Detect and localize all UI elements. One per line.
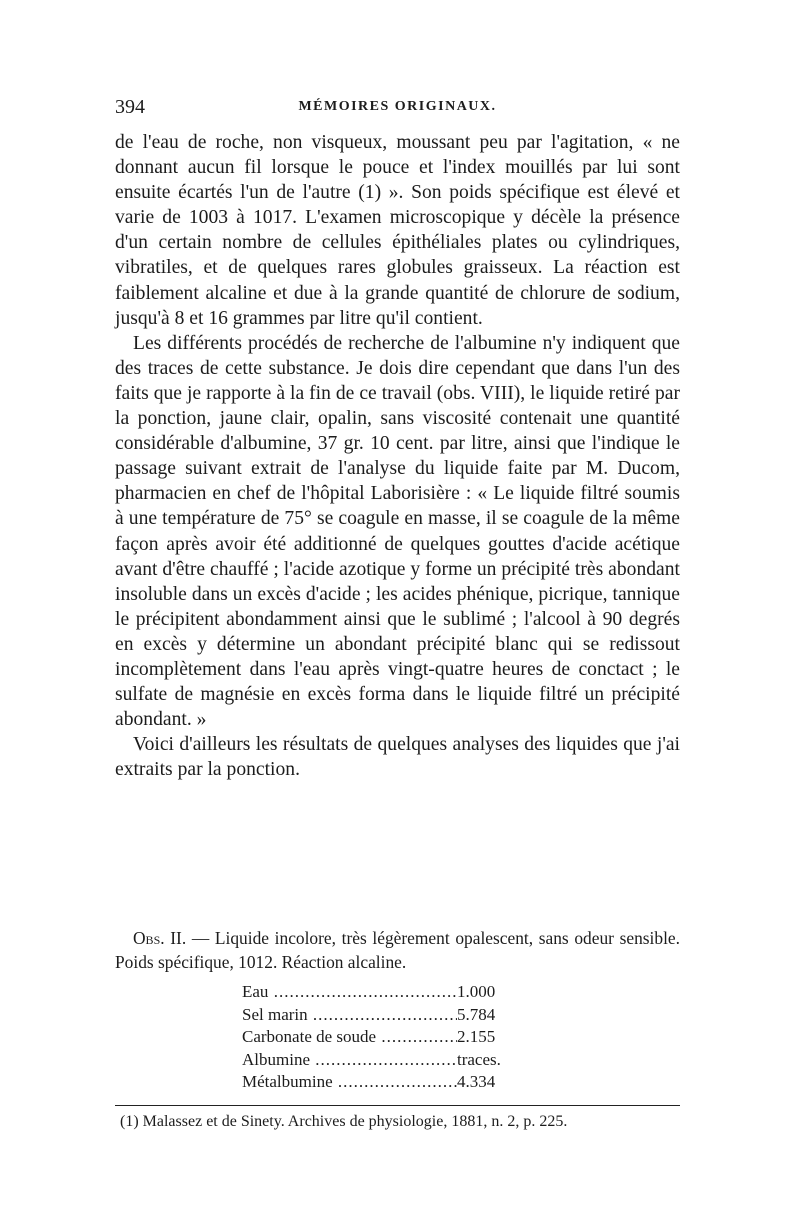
analysis-row xyxy=(242,1026,542,1049)
page-header xyxy=(115,96,680,120)
observation-label: Obs. II. — xyxy=(133,928,210,948)
running-title: MÉMOIRES ORIGINAUX. xyxy=(298,99,497,114)
analysis-row xyxy=(242,1004,542,1027)
observation-paragraph xyxy=(115,927,680,974)
analysis-value: 5.784 xyxy=(457,1004,496,1024)
footnote: (1) Malassez et de Sinety. Archives de physiologie, 1881, n. 2, p. 225. xyxy=(120,1113,568,1130)
analysis-row xyxy=(242,981,542,1004)
analysis-name: Eau ..... xyxy=(242,981,457,1004)
observation-block xyxy=(115,927,680,974)
observation-text: Liquide incolore, très légèrement opalescent, sans odeur sensible. Poids spécifique, 1012. Réaction alcaline. xyxy=(115,928,680,972)
paragraph-3: Voici d'ailleurs les résultats de quelques analyses des liquides que j'ai extraits par la ponction. xyxy=(115,734,680,781)
paragraph-1: de l'eau de roche, non visqueux, moussant peu par l'agitation, « ne donnant aucun fil lorsque le pouce et l'index mouillés par lui sont ensuite écartés l'un de l'autre (1) ». Son poids spécifique est élevé et varie de 1003 à 1017. L'examen microscopique y décèle la présence d'un certain nombre de cellules épithéliales plates ou cylindriques, vibratiles, et de quelques rares globules graisseux. La réaction est faiblement alcaline et due à la grande quantité de chlorure de sodium, jusqu'à 8 et 16 grammes par litre qu'il contient. xyxy=(115,132,680,329)
body-text xyxy=(115,130,680,782)
page-number: 394 xyxy=(115,96,145,118)
analysis-row xyxy=(242,1071,542,1094)
analysis-value: traces. xyxy=(457,1049,501,1069)
analysis-name: Albumine ..... xyxy=(242,1049,457,1072)
analysis-row xyxy=(242,1049,542,1072)
analysis-table xyxy=(242,981,542,1094)
analysis-value: 1.000 xyxy=(457,982,496,1001)
footnote-rule xyxy=(115,1105,680,1106)
analysis-name: Métalbumine ..... xyxy=(242,1071,457,1094)
analysis-value: 2.155 xyxy=(457,1027,496,1047)
analysis-name: Sel marin ..... xyxy=(242,1004,457,1027)
paragraph-2: Les différents procédés de recherche de l'albumine n'y indiquent que des traces de cette substance. Je dois dire cependant que dans l'un des faits que je rapporte à la fin de ce travail (obs. VIII), le liquide retiré par la ponction, jaune clair, opalin, sans viscosité contenait une quantité considérable d'albumine, 37 gr. 10 cent. par litre, ainsi que l'indique le passage suivant extrait de l'analyse du liquide faite par M. Ducom, pharmacien en chef de l'hôpital Laborisière : « Le liquide filtré soumis à une température de 75° se coagule en masse, il se coagule de la même façon après avoir été additionné de quelques gouttes d'acide acétique avant d'être chauffé ; l'acide azotique y forme un précipité très abondant insoluble dans un excès d'acide ; les acides phénique, picrique, tannique le précipitent abondamment ainsi que le sublimé ; l'alcool à 90 degrés en excès y détermine un abondant précipité blanc qui se redissout incomplètement dans l'eau après vingt-quatre heures de conctact ; le sulfate de magnésie en excès forma dans le liquide filtré un précipité abondant. » xyxy=(115,332,680,731)
analysis-name: Carbonate de soude ..... xyxy=(242,1026,457,1049)
analysis-value: 4.334 xyxy=(457,1072,496,1092)
